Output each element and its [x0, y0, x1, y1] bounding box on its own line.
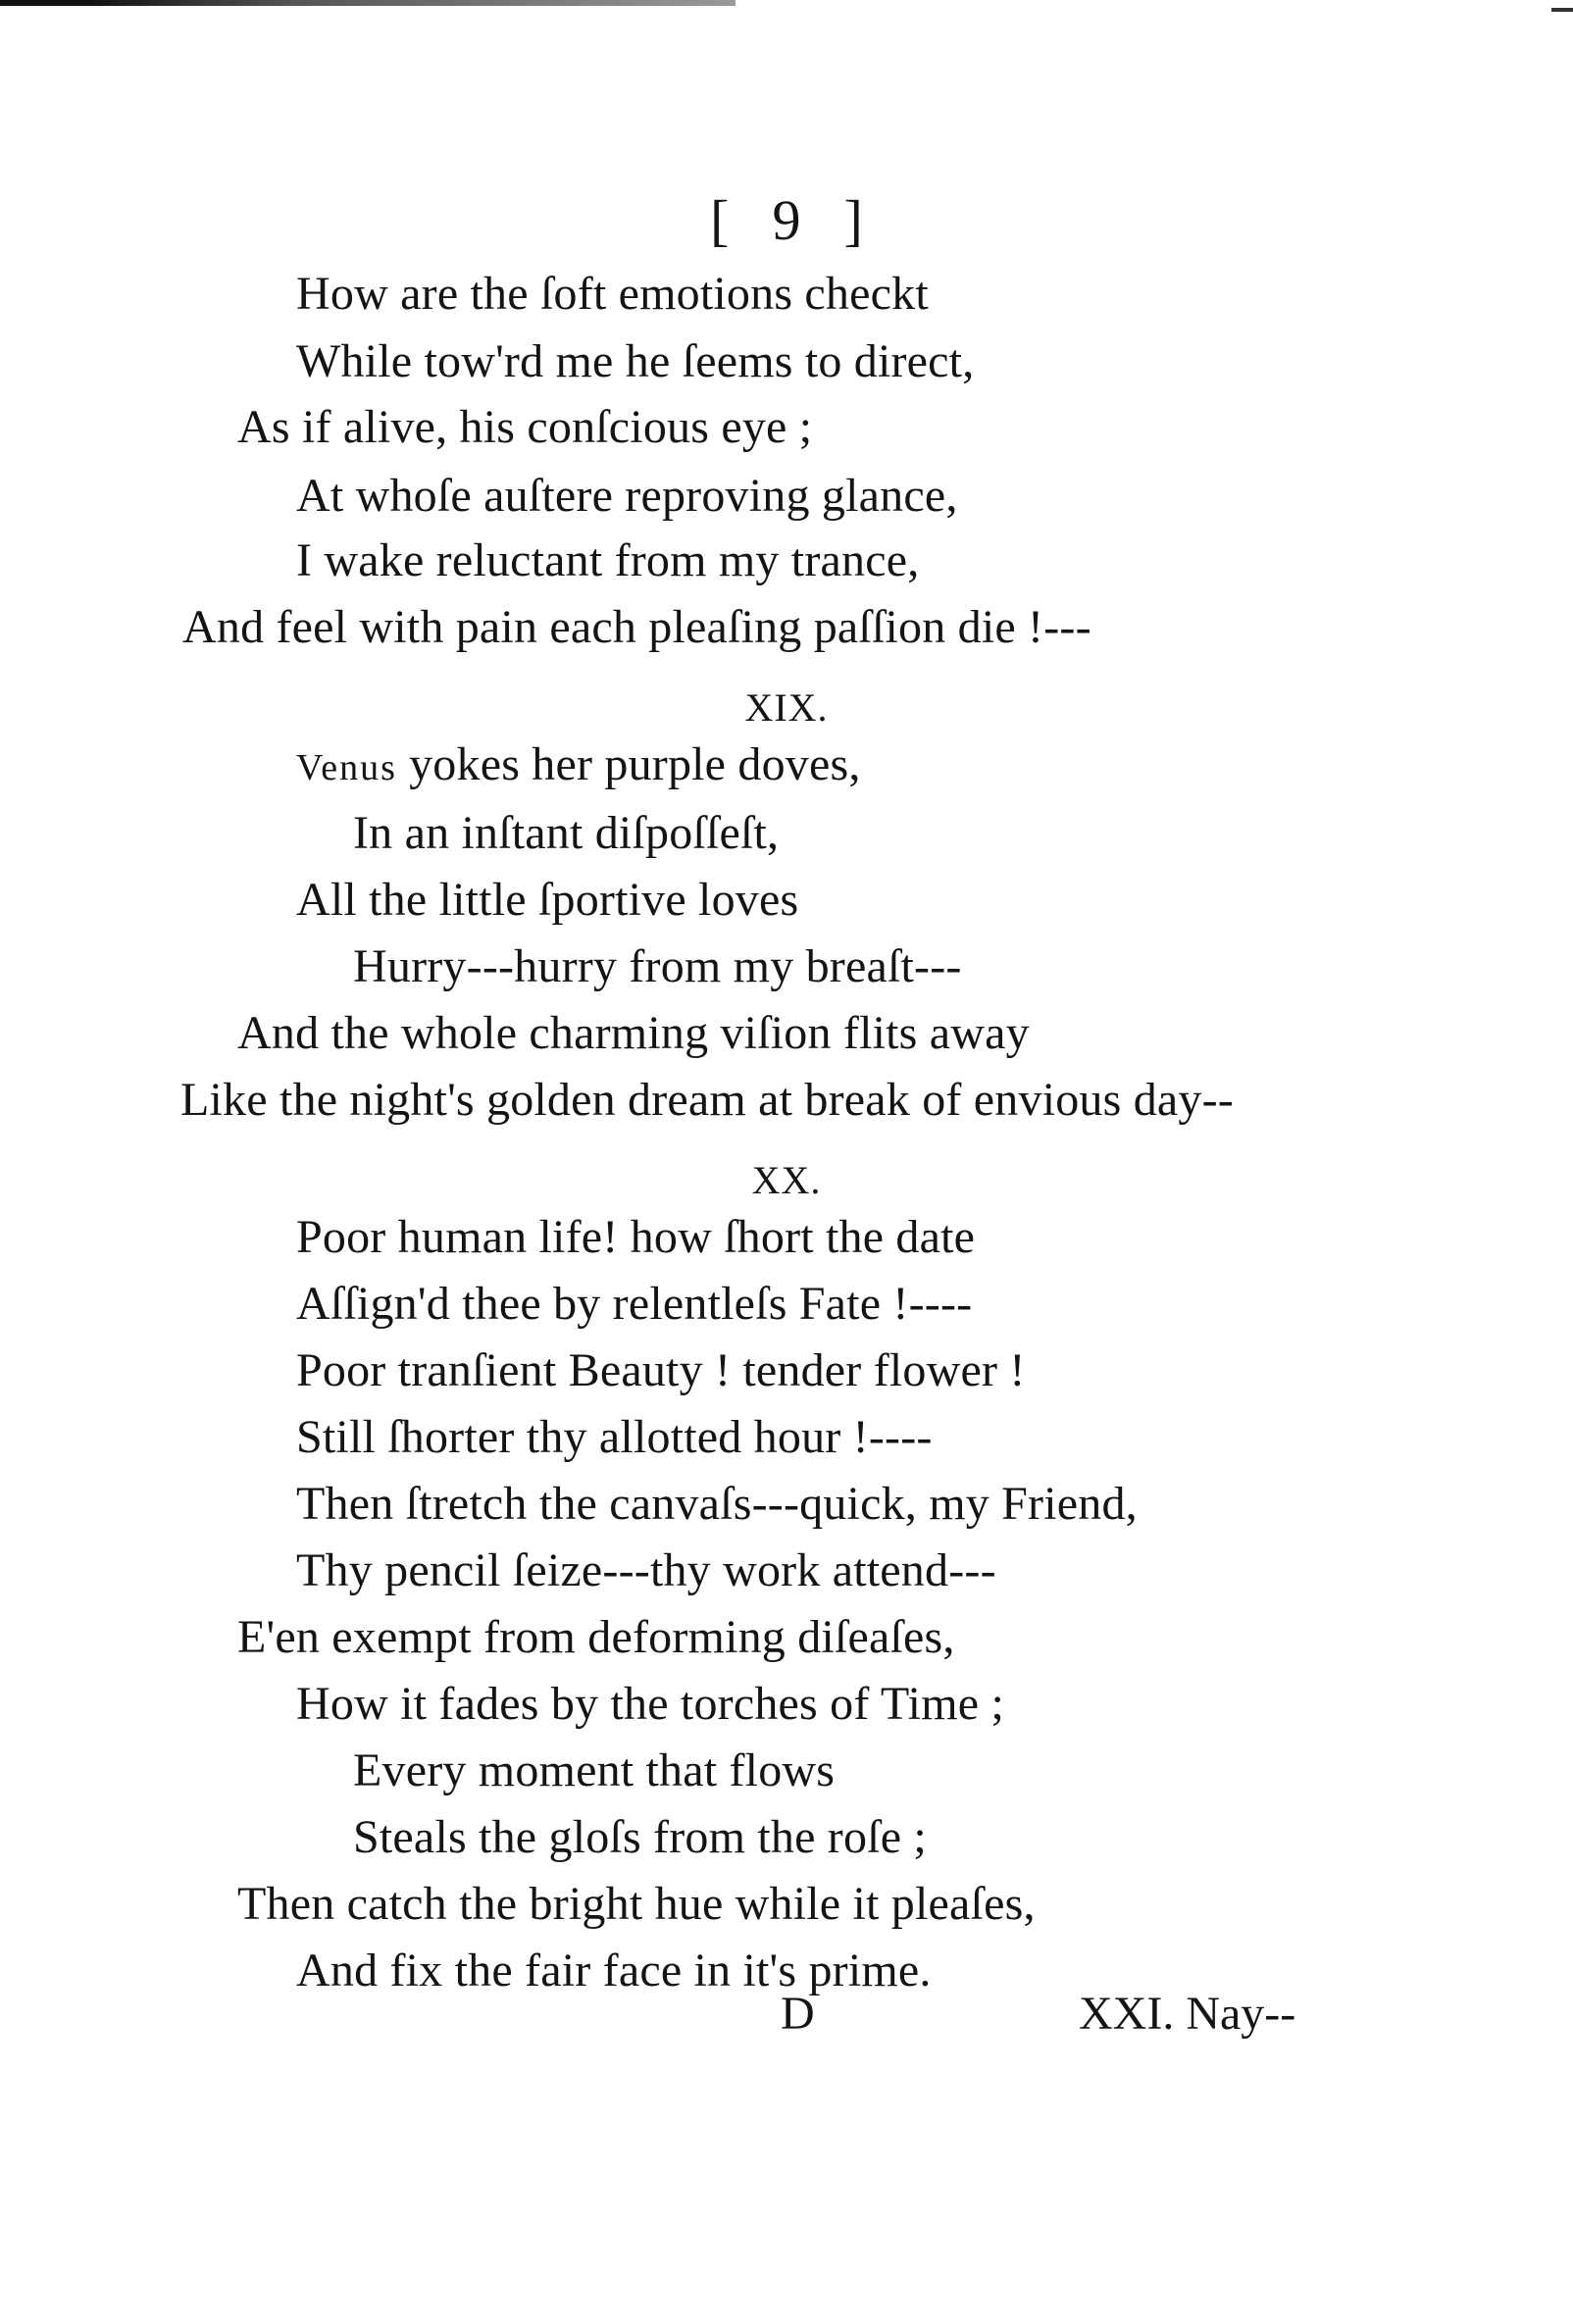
poem-line: Poor human life! how ſhort the date	[296, 1211, 976, 1263]
poem-line-rest: yokes her purple doves,	[396, 738, 861, 790]
poem-line: How it fades by the torches of Time ;	[296, 1678, 1004, 1730]
poem-line: Thy pencil ſeize---thy work attend---	[296, 1544, 996, 1596]
section-number-xix: XIX.	[744, 685, 829, 730]
page-top-edge-shadow	[0, 0, 736, 6]
poem-line: Like the night's golden dream at break of envious day--	[180, 1074, 1234, 1126]
section-number-xx: XX.	[751, 1158, 822, 1202]
poem-line: All the little ſportive loves	[296, 874, 799, 926]
poem-line: Aſſign'd thee by relentleſs Fate !----	[296, 1278, 973, 1330]
header-close-bracket: ]	[843, 188, 863, 252]
poem-line: As if alive, his conſcious eye ;	[237, 401, 813, 453]
smallcaps-venus: Venus	[296, 747, 397, 788]
poem-line: Then ſtretch the canvaſs---quick, my Friend,	[296, 1478, 1138, 1530]
page-number: 9	[772, 188, 801, 252]
header-open-bracket: [	[710, 188, 730, 252]
page-corner-mark	[1551, 8, 1573, 12]
poem-line: While tow'rd me he ſeems to direct,	[296, 335, 975, 387]
poem-line: Still ſhorter thy allotted hour !----	[296, 1411, 933, 1463]
signature-mark: D	[781, 1988, 815, 2040]
poem-line-venus	[296, 738, 861, 790]
poem-line: How are the ſoft emotions checkt	[296, 268, 929, 320]
catchword: XXI. Nay--	[1079, 1988, 1296, 2040]
poem-line: And fix the fair face in it's prime.	[296, 1945, 932, 1996]
poem-line: At whoſe auſtere reproving glance,	[296, 470, 958, 522]
poem-line: Poor tranſient Beauty ! tender flower !	[296, 1344, 1026, 1396]
poem-line: Hurry---hurry from my breaſt---	[353, 940, 962, 992]
page-header	[0, 188, 1573, 252]
poem-line: And feel with pain each pleaſing paſſion die !---	[182, 601, 1091, 653]
poem-line: I wake reluctant from my trance,	[296, 534, 920, 586]
poem-line: And the whole charming viſion flits away	[237, 1007, 1030, 1059]
poem-line: Every moment that flows	[353, 1744, 836, 1796]
poem-line: Steals the gloſs from the roſe ;	[353, 1811, 927, 1863]
poem-line: Then catch the bright hue while it pleaſes,	[237, 1878, 1036, 1930]
poem-line: In an inſtant diſpoſſeſt,	[353, 807, 780, 859]
poem-line: E'en exempt from deforming diſeaſes,	[237, 1611, 955, 1663]
